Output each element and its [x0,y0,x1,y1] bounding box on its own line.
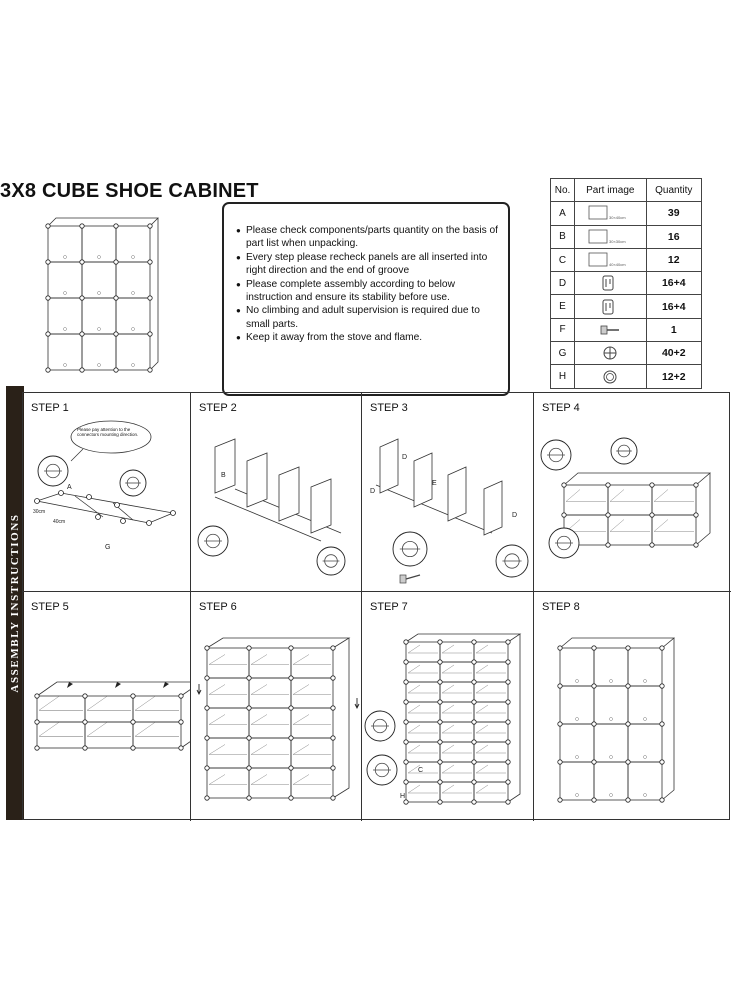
step-7-illustration [362,592,534,821]
clip-icon [575,295,647,318]
notes-list [236,224,500,345]
part-no: B [551,225,575,248]
note-item: ● Please complete assembly according to below instruction and ensure its stability before use. [236,278,500,305]
part-quantity: 12+2 [646,365,701,388]
part-quantity: 16 [646,225,701,248]
step-panel-8 [534,592,731,821]
step-panel-5 [23,592,191,821]
part-size: 30×40cm [609,215,626,221]
note-item: ● Every step please recheck panels are all inserted into right direction and the end of groove [236,251,500,278]
part-letter: D [370,488,376,495]
step-label: STEP 7 [370,601,408,613]
step-panel-6 [191,592,362,821]
parts-row [551,225,702,248]
header-part-image: Part image [575,179,647,202]
part-quantity: 16+4 [646,272,701,295]
part-no: D [551,272,575,295]
part-size: 30×30cm [609,238,626,244]
parts-row [551,365,702,388]
part-size: 40×40cm [609,262,626,268]
part-no: H [551,365,575,388]
parts-row [551,295,702,318]
dimension-label: 40cm [53,519,66,525]
part-letter: E [432,480,437,487]
step-panel-2 [191,393,362,592]
ring-icon [575,365,647,388]
step-3-illustration [362,393,534,592]
part-quantity: 12 [646,248,701,271]
parts-table [550,178,702,389]
part-quantity: 39 [646,202,701,225]
step-label: STEP 2 [199,402,237,414]
part-quantity: 40+2 [646,342,701,365]
step-1-illustration [23,393,191,592]
panel-icon [575,225,647,248]
parts-row [551,202,702,225]
mallet-icon [575,318,647,341]
parts-row [551,342,702,365]
note-item: ● Please check components/parts quantity on the basis of part list when unpacking. [236,224,500,251]
part-quantity: 1 [646,318,701,341]
header-quantity: Quantity [646,179,701,202]
step-label: STEP 1 [31,402,69,414]
sidebar-label: ASSEMBLY INSTRUCTIONS [9,513,21,693]
part-letter: D [402,454,408,461]
note-item: ● Keep it away from the stove and flame. [236,331,500,344]
page-title: 3X8 CUBE SHOE CABINET [0,180,259,202]
step-panel-3 [362,393,534,592]
step-label: STEP 6 [199,601,237,613]
part-letter: A [67,484,72,491]
step-label: STEP 3 [370,402,408,414]
step-4-illustration [534,393,731,592]
part-no: A [551,202,575,225]
dimension-label: 30cm [33,509,46,515]
step-panel-7 [362,592,534,821]
clip-icon [575,272,647,295]
step-6-illustration [191,592,362,821]
cabinet-overview-illustration [40,212,170,377]
note-item: ● No climbing and adult supervision is required due to small parts. [236,304,500,331]
connector-icon [575,342,647,365]
part-letter: D [512,512,518,519]
parts-table-header [551,179,702,202]
part-no: G [551,342,575,365]
part-letter: G [105,544,111,551]
part-no: E [551,295,575,318]
part-letter: C [418,767,424,774]
step-2-illustration [191,393,362,592]
parts-row [551,318,702,341]
step-label: STEP 4 [542,402,580,414]
part-letter: B [221,472,226,479]
step-panel-4 [534,393,731,592]
parts-row [551,248,702,271]
part-no: F [551,318,575,341]
notes-box [222,202,510,396]
panel-icon [575,202,647,225]
step1-callout: Please pay attention to the connectors mounting direction. [77,427,139,437]
header-no: No. [551,179,575,202]
part-no: C [551,248,575,271]
step-8-illustration [534,592,731,821]
step-5-illustration [23,592,191,821]
steps-grid [22,392,730,820]
panel-icon [575,248,647,271]
part-letter: H [400,793,406,800]
parts-row [551,272,702,295]
step-label: STEP 5 [31,601,69,613]
step-panel-1 [23,393,191,592]
step-label: STEP 8 [542,601,580,613]
part-quantity: 16+4 [646,295,701,318]
